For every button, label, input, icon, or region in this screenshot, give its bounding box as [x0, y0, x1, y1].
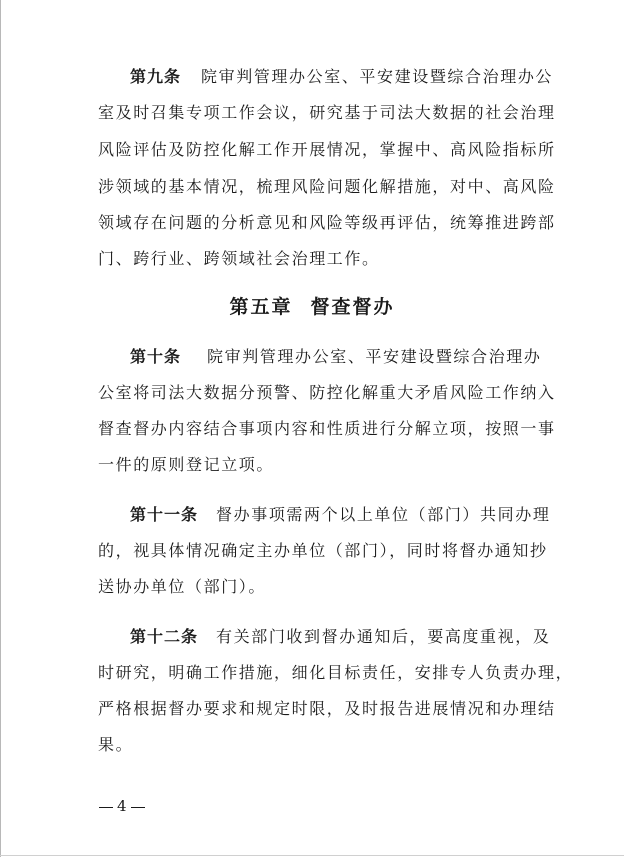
article-9-line-1: [130, 67, 553, 87]
article-12-line-2: 时研究，明确工作措施，细化目标责任，安排专人负责办理，: [98, 663, 574, 682]
chapter-title: 督查督办: [310, 296, 395, 318]
article-9-line-6: 门、跨行业、跨领域社会治理工作。: [98, 249, 380, 268]
page-number-dash-left: [99, 807, 113, 808]
article-9-label: 第九条: [130, 67, 182, 86]
article-10-label: 第十条: [130, 347, 182, 366]
article-11-text-1: 督办事项需两个以上单位（部门）共同办理: [216, 505, 551, 524]
article-10-line-1: [130, 347, 541, 367]
article-11-label: 第十一条: [130, 505, 199, 524]
chapter-number: 第五章: [229, 296, 293, 318]
article-9-line-2: 室及时召集专项工作会议，研究基于司法大数据的社会治理: [98, 103, 556, 122]
page-bottom-edge: [0, 855, 624, 856]
article-12-line-4: 果。: [98, 735, 134, 754]
page-left-edge: [0, 0, 1, 857]
article-10-text-1: 院审判管理办公室、平安建设暨综合治理办: [207, 347, 542, 366]
article-9-line-5: 领域存在问题的分析意见和风险等级再评估，统筹推进跨部: [98, 213, 556, 232]
article-12-label: 第十二条: [130, 627, 199, 646]
page-number-value: 4: [117, 797, 127, 815]
article-12-line-1: [130, 627, 550, 647]
article-10-line-2: 公室将司法大数据分预警、防控化解重大矛盾风险工作纳入: [98, 383, 556, 402]
article-12-text-1: 有关部门收到督办通知后，要高度重视，及: [216, 627, 551, 646]
article-11-line-1: [130, 505, 550, 525]
article-9-line-3: 风险评估及防控化解工作开展情况，掌握中、高风险指标所: [98, 140, 556, 159]
chapter-heading: [0, 295, 624, 319]
article-12-line-3: 严格根据督办要求和规定时限，及时报告进展情况和办理结: [98, 699, 556, 718]
article-9-text-1: 院审判管理办公室、平安建设暨综合治理办公: [201, 67, 554, 86]
page-number-dash-right: [131, 807, 145, 808]
article-10-line-3: 督查督办内容结合事项内容和性质进行分解立项，按照一事: [98, 419, 556, 438]
page-number: [95, 796, 149, 816]
article-10-line-4: 一件的原则登记立项。: [98, 455, 275, 474]
article-11-line-3: 送协办单位（部门）。: [98, 577, 267, 596]
article-9-line-4: 涉领域的基本情况，梳理风险问题化解措施，对中、高风险: [98, 177, 556, 196]
article-11-line-2: 的，视具体情况确定主办单位（部门），同时将督办通知抄: [98, 541, 548, 560]
